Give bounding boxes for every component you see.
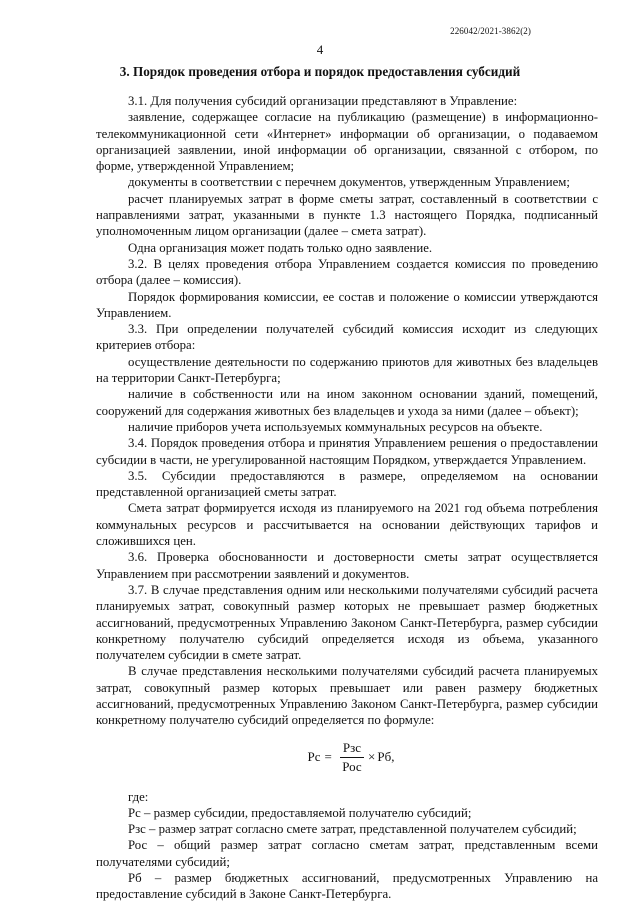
paragraph: 3.7. В случае представления одним или несколькими получателями субсидий расчета планируемых затрат, совокупный размер которых не превышает размер бюджетных ассигнований, предусмотренных Управлению Законом Санкт-Петербурга, размер субсидии конкретному получателю субсидий определяется исходя из объема, указанного получателем субсидии в смете затрат. (96, 582, 598, 663)
paragraph: Одна организация может подать только одно заявление. (128, 240, 433, 255)
formula-fraction (340, 740, 364, 776)
paragraph: 3.6. Проверка обоснованности и достоверности сметы затрат осуществляется Управлением при рассмотрении заявлений и документов. (96, 550, 598, 581)
page-number: 4 (316, 42, 324, 57)
paragraph: расчет планируемых затрат в форме сметы затрат, составленный в соответствии с направлениями затрат, указанными в пункте 1.3 настоящего Порядка, подписанный уполномоченным лицом организации (далее – смета затрат). (96, 191, 598, 239)
paragraph: наличие приборов учета используемых коммунальных ресурсов на объекте. (128, 419, 543, 434)
formula-times: × (368, 749, 376, 765)
formula-numerator: Рзс (340, 740, 364, 758)
formula-denominator: Рос (342, 759, 362, 775)
formula-lhs: Рс (307, 749, 321, 765)
document-number: 226042/2021-3862(2) (450, 26, 531, 36)
definition: Рзс – размер затрат согласно смете затрат, представленной получателем субсидий; (128, 822, 577, 837)
definition: Рб – размер бюджетных ассигнований, предусмотренных Управлению на предоставление субсидий в Законе Санкт-Петербурга. (96, 871, 598, 902)
paragraph: осуществление деятельности по содержанию приютов для животных без владельцев на территории Санкт-Петербурга; (96, 354, 598, 386)
paragraph: 3.5. Субсидии предоставляются в размере, определяемом на основании представленной организацией сметы затрат. (96, 468, 598, 500)
section-title: 3. Порядок проведения отбора и порядок предоставления субсидий (119, 64, 521, 79)
paragraph: Смета затрат формируется исходя из планируемого на 2021 год объема потребления коммунальных ресурсов и рассчитывается на основании действующих тарифов и сложившихся цен. (96, 501, 598, 549)
subsidy-formula (104, 729, 598, 787)
paragraph: наличие в собственности или на ином законном основании зданий, помещений, сооружений для содержания животных без владельцев и ухода за ними (далее – объект); (96, 387, 598, 418)
definition: Рос – общий размер затрат согласно сметам затрат, представленным всеми получателями субсидий; (96, 838, 598, 869)
paragraph: Порядок формирования комиссии, ее состав и положение о комиссии утверждаются Управлением. (96, 289, 598, 320)
paragraph: 3.2. В целях проведения отбора Управлением создается комиссия по проведению отбора (далее – комиссия). (96, 256, 598, 288)
paragraph: 3.1. Для получения субсидий организации представляют в Управление: (128, 94, 518, 108)
paragraph: 3.3. При определении получателей субсидий комиссия исходит из следующих критериев отбора: (96, 322, 598, 353)
paragraph: В случае представления несколькими получателями субсидий расчета планируемых затрат, совокупный размер которых превышает или равен размеру бюджетных ассигнований, предусмотренных Управлению Законом Санкт-Петербурга, размер субсидии конкретному получателю субсидий определяется по формуле: (96, 664, 598, 728)
document-body (96, 93, 598, 903)
paragraph: 3.4. Порядок проведения отбора и принятия Управлением решения о предоставлении субсидии в части, не урегулированной настоящим Порядком, утверждается Управлением. (96, 436, 598, 467)
formula-rhs: Рб, (377, 749, 395, 765)
paragraph: заявление, содержащее согласие на публикацию (размещение) в информационно-телекоммуникационной сети «Интернет» информации об организации, о подаваемом организацией заявлении, иной информации об организации, связанной с отбором, по форме, утвержденной Управлением; (96, 110, 598, 174)
formula-equals: = (324, 749, 332, 765)
where-label: где: (128, 789, 149, 804)
definition: Рс – размер субсидии, предоставляемой получателю субсидий; (128, 805, 472, 820)
paragraph: документы в соответствии с перечнем документов, утвержденным Управлением; (128, 175, 570, 190)
